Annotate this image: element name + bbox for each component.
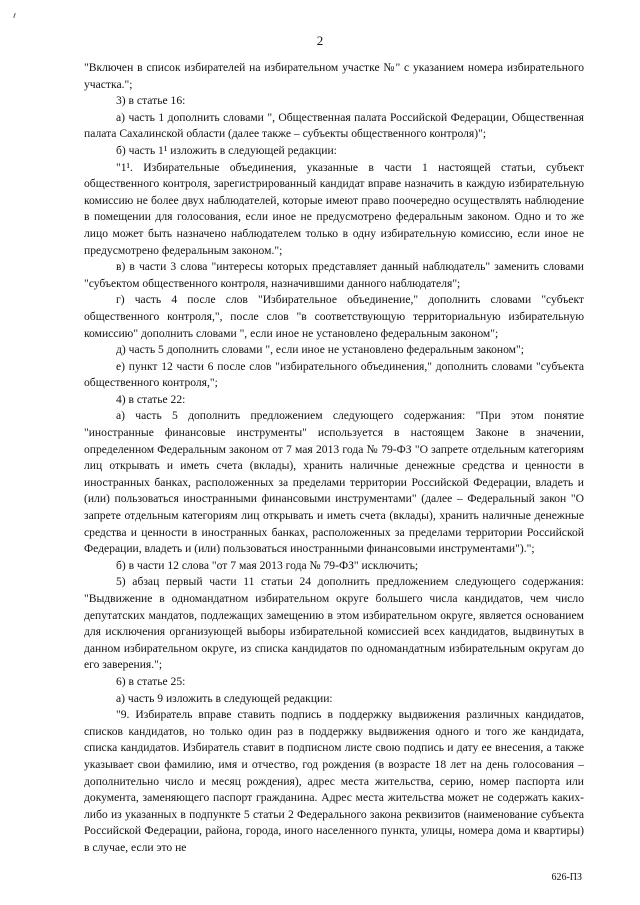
paragraph-item-4: 4) в статье 22:: [116, 392, 186, 406]
scan-artifact-mark: [13, 13, 15, 18]
paragraph-item-3: 3) в статье 16:: [116, 94, 186, 108]
paragraph-4a: а) часть 5 дополнить предложением следующего содержания: "При этом понятие "иностранные финансовые инструменты" используется в настоящем Законе в значении, определенном Федеральным законом от 7 мая 2013 года № 79-ФЗ "О запрете отдельным категориям лиц открывать и иметь счета (вклады), хранить наличные денежные средства и ценности в иностранных банках, расположенных за пределами территории Российской Федерации, владеть и (или) пользоваться иностранными финансовыми инструментами" (далее – Федеральный закон "О запрете отдельным категориям лиц открывать и иметь счета (вклады), хранить наличные денежные средства и ценности в иностранных банках, расположенных за пределами территории Российской Федерации, владеть и (или) пользоваться иностранными финансовыми инструментами").";: [84, 409, 584, 556]
paragraph-3a: а) часть 1 дополнить словами ", Общественная палата Российской Федерации, Общественная палата Сахалинской области (далее также – субъекты общественного контроля)";: [84, 110, 584, 141]
paragraph-continuation: "Включен в список избирателей на избирательном участке №" с указанием номера избирательного участка.";: [84, 61, 584, 91]
paragraph-6a: а) часть 9 изложить в следующей редакции:: [116, 691, 333, 705]
paragraph-4b: б) в части 12 слова "от 7 мая 2013 года № 79-ФЗ" исключить;: [116, 558, 419, 572]
document-code: 626-ПЗ: [551, 872, 582, 883]
paragraph-3b: б) часть 1¹ изложить в следующей редакции:: [116, 143, 337, 157]
document-body: [84, 60, 584, 857]
paragraph-quote-9: "9. Избиратель вправе ставить подпись в поддержку выдвижения различных кандидатов, списков кандидатов, но только один раз в поддержку выдвижения одного и того же кандидата, списка кандидатов. Избиратель ставит в подписном листе свою подпись и дату ее внесения, а также указывает свои фамилию, имя и отчество, год рождения (в возрасте 18 лет на день голосования – дополнительно число и месяц рождения), адрес места жительства, серию, номер паспорта или документа, заменяющего паспорт гражданина. Адрес места жительства может не содержать каких-либо из указанных в подпункте 5 статьи 2 Федерального закона реквизитов (наименование субъекта Российской Федерации, района, города, иного населенного пункта, улицы, номера дома и квартиры) в случае, если это не: [84, 708, 584, 854]
paragraph-3e: е) пункт 12 части 6 после слов "избирательного объединения," дополнить словами "субъекта общественного контроля,";: [84, 359, 584, 390]
paragraph-3g: г) часть 4 после слов "Избирательное объединение," дополнить словами "субъект общественного контроля,", после слов "в соответствующую территориальную избирательную комиссию" дополнить словами ", если иное не установлено федеральным законом";: [84, 293, 584, 340]
paragraph-quote-1-1: "1¹. Избирательные объединения, указанные в части 1 настоящей статьи, субъект общественного контроля, зарегистрированный кандидат вправе назначить в каждую избирательную комиссию не более двух наблюдателей, которые имеют право поочередно осуществлять наблюдение в помещении для голосования, если иное не предусмотрено федеральным законом. Одно и то же лицо может быть назначено наблюдателем только в одну избирательную комиссию, если иное не предусмотрено федеральным законом.";: [84, 160, 584, 257]
page-number: 2: [316, 33, 324, 48]
paragraph-3d: д) часть 5 дополнить словами ", если иное не установлено федеральным законом";: [116, 343, 524, 357]
paragraph-item-6: 6) в статье 25:: [116, 674, 186, 688]
paragraph-item-5: 5) абзац первый части 11 статьи 24 дополнить предложением следующего содержания: "Выдвижение в одномандатном избирательном округе большего числа кандидатов, чем число депутатских мандатов, подлежащих замещению в этом избирательном округе, является основанием для исключения организующей выборы избирательной комиссией всех кандидатов, выдвинутых в данном избирательном округе, из списка кандидатов по одномандатным избирательным округам до его заверения.";: [84, 575, 584, 672]
paragraph-3v: в) в части 3 слова "интересы которых представляет данный наблюдатель" заменить словами "субъектом общественного контроля, назначившими данного наблюдателя";: [84, 260, 584, 290]
